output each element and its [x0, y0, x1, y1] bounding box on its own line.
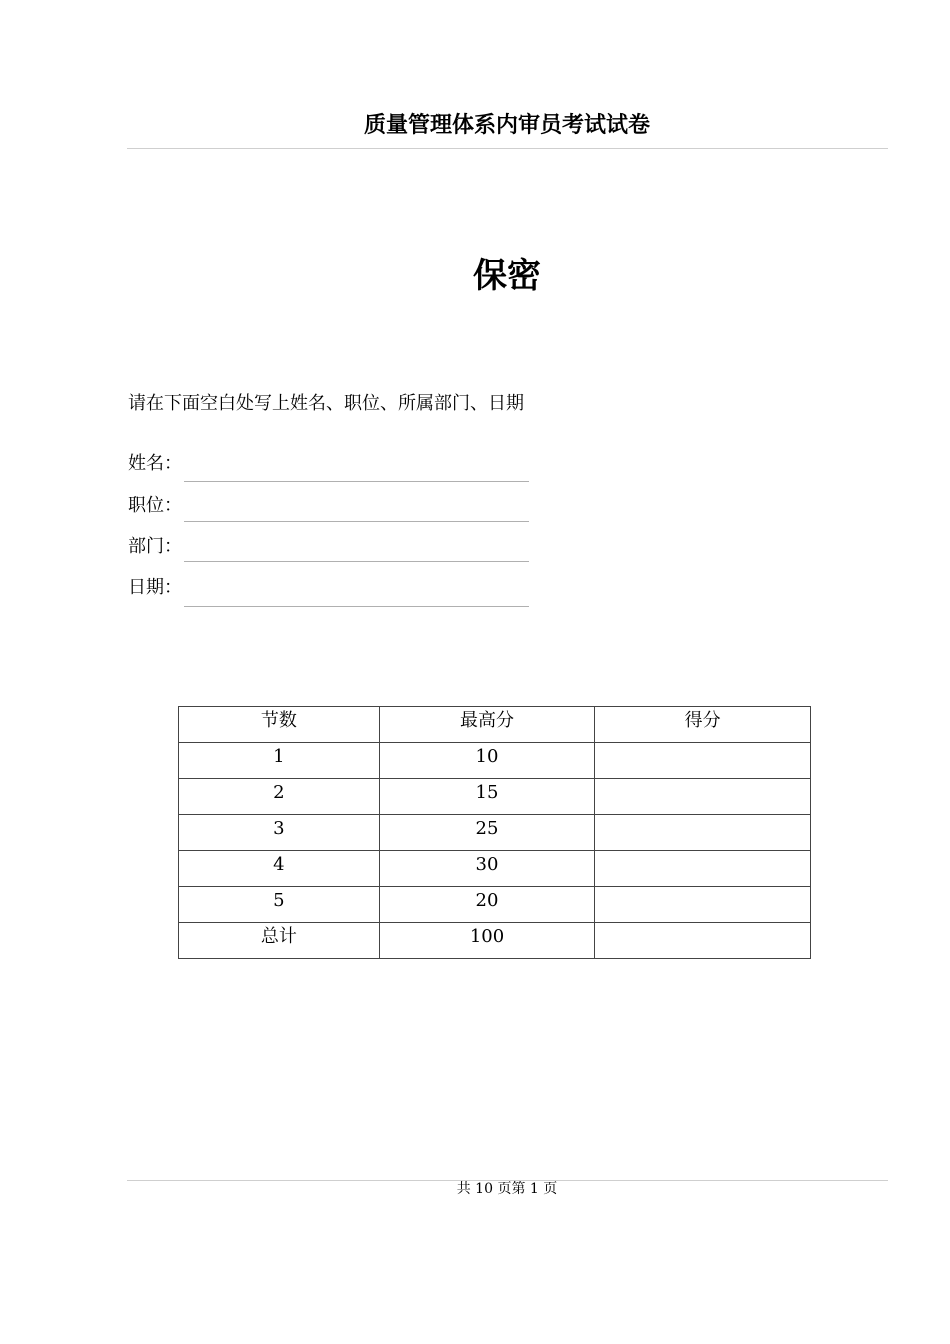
table-cell-max-score: 100: [379, 923, 595, 959]
footer-page-info: 共 10 页第 1 页: [456, 1181, 558, 1197]
table-cell-section: 2: [179, 779, 380, 815]
field-label-department: 部门：: [128, 536, 182, 557]
table-cell-max-score: 30: [379, 851, 595, 887]
table-row: [179, 779, 811, 815]
table-row: [179, 743, 811, 779]
table-row-total: [179, 923, 811, 959]
table-cell-section: 1: [179, 743, 380, 779]
table-cell-score[interactable]: [595, 815, 811, 851]
instruction-text: 请在下面空白处写上姓名、职位、所属部门、日期: [128, 393, 524, 414]
table-cell-score[interactable]: [595, 779, 811, 815]
table-row: [179, 887, 811, 923]
table-cell-max-score: 25: [379, 815, 595, 851]
table-header-score: 得分: [595, 707, 811, 743]
department-field-line[interactable]: [184, 561, 529, 562]
table-row: [179, 851, 811, 887]
table-header-section: 节数: [179, 707, 380, 743]
table-cell-score[interactable]: [595, 887, 811, 923]
table-cell-score[interactable]: [595, 851, 811, 887]
header-rule: [127, 148, 888, 149]
header-title: 质量管理体系内审员考试试卷: [363, 113, 650, 138]
confidential-mark: 保密: [473, 256, 541, 296]
table-cell-section: 3: [179, 815, 380, 851]
table-row: [179, 815, 811, 851]
table-cell-score[interactable]: [595, 923, 811, 959]
table-cell-max-score: 10: [379, 743, 595, 779]
table-header-max-score: 最高分: [379, 707, 595, 743]
field-label-position: 职位：: [128, 495, 182, 516]
table-cell-section: 4: [179, 851, 380, 887]
field-label-name: 姓名：: [128, 453, 182, 474]
position-field-line[interactable]: [184, 521, 529, 522]
table-header-row: [179, 707, 811, 743]
score-table: [178, 706, 811, 959]
table-cell-max-score: 15: [379, 779, 595, 815]
table-cell-section: 总计: [179, 923, 380, 959]
table-cell-score[interactable]: [595, 743, 811, 779]
table-cell-section: 5: [179, 887, 380, 923]
date-field-line[interactable]: [184, 606, 529, 607]
table-cell-max-score: 20: [379, 887, 595, 923]
field-label-date: 日期：: [128, 577, 182, 598]
name-field-line[interactable]: [184, 481, 529, 482]
